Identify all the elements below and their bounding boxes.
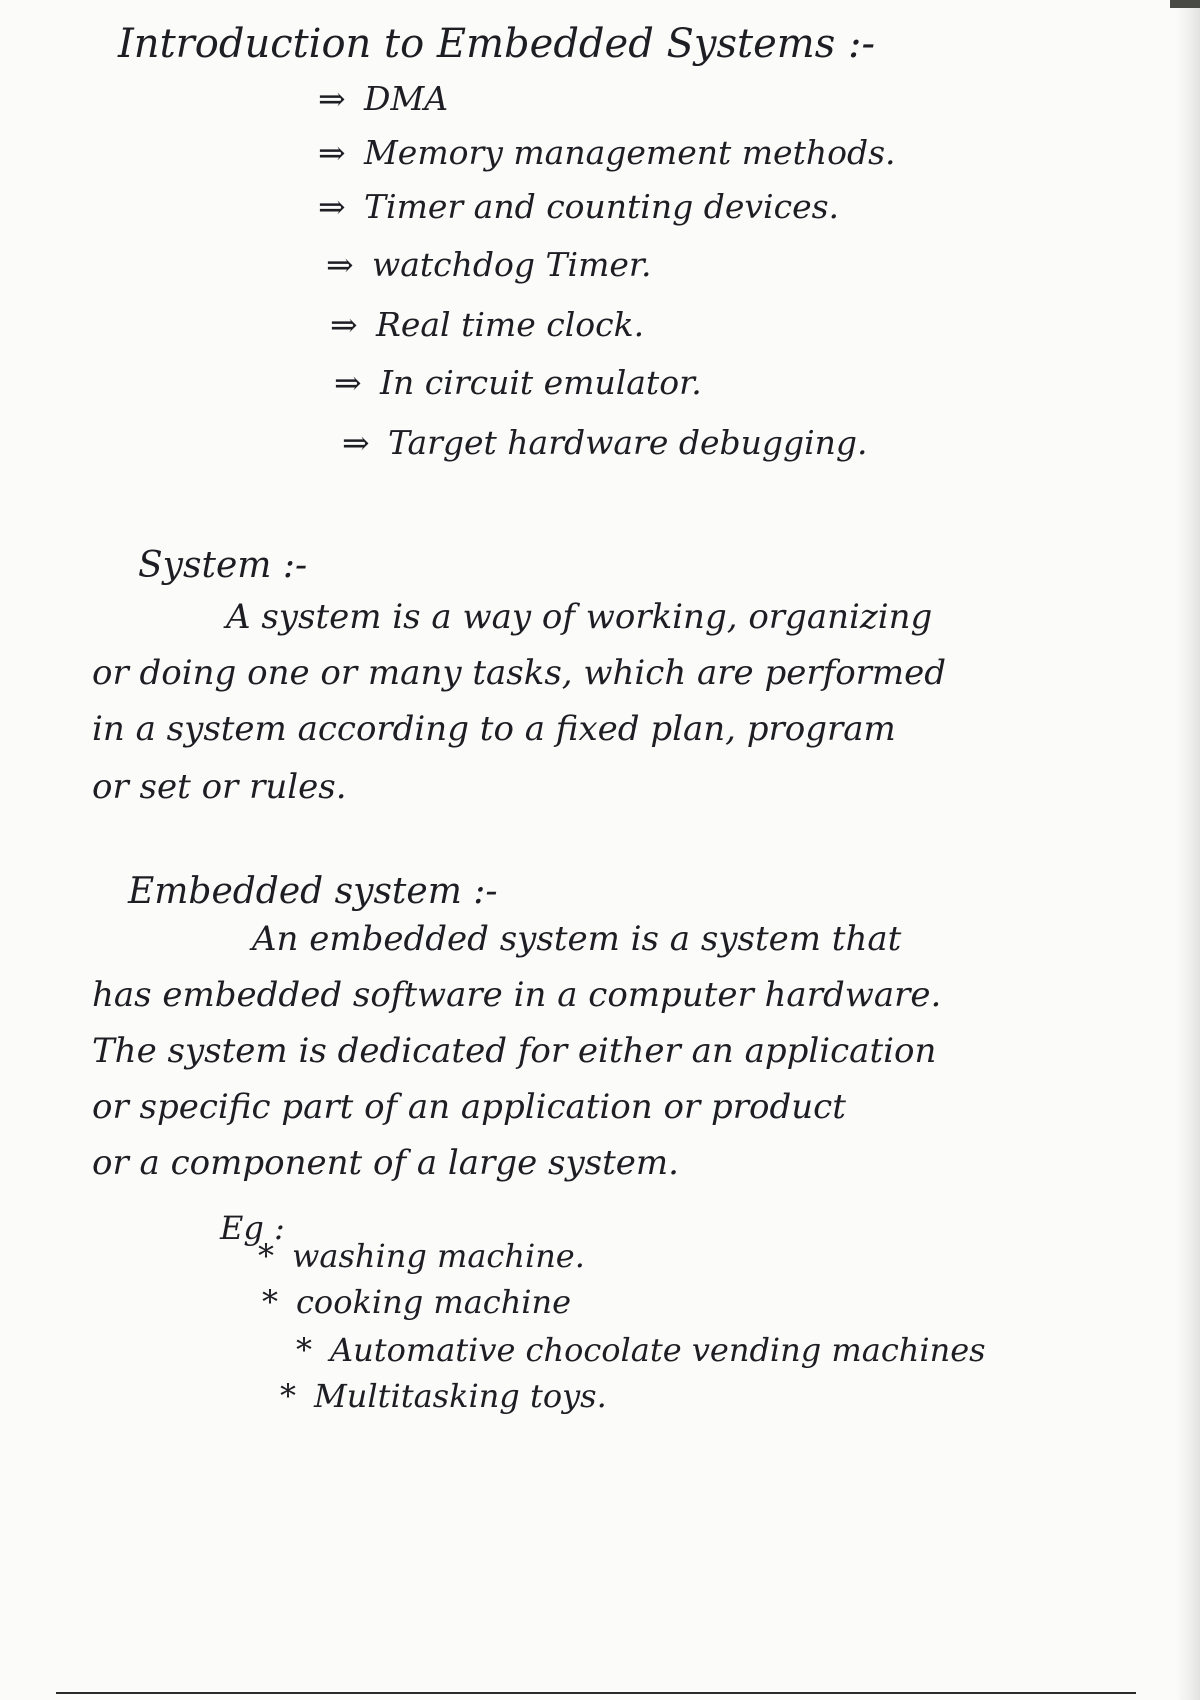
embedded-text-line: or a component of a large system. [92, 1143, 679, 1183]
example-item [262, 1283, 572, 1321]
asterisk-marker-icon: * [296, 1331, 312, 1369]
example-item [258, 1237, 585, 1275]
example-item-text: cooking machine [296, 1283, 572, 1321]
embedded-text-line: An embedded system is a system that [252, 919, 902, 959]
topic-item [318, 133, 896, 172]
topic-item-text: Timer and counting devices. [364, 187, 840, 226]
bottom-divider [56, 1692, 1136, 1694]
page-corner [1170, 0, 1200, 8]
arrow-marker-icon: ⇒ [318, 133, 346, 172]
arrow-marker-icon: ⇒ [318, 187, 346, 226]
page-edge-shadow [1176, 0, 1200, 1700]
topic-item-text: In circuit emulator. [380, 363, 702, 402]
arrow-marker-icon: ⇒ [318, 79, 346, 118]
asterisk-marker-icon: * [262, 1283, 278, 1321]
example-item-text: Multitasking toys. [314, 1377, 607, 1415]
topic-item-text: Target hardware debugging. [388, 423, 868, 462]
asterisk-marker-icon: * [258, 1237, 274, 1275]
system-heading: System :- [138, 545, 308, 586]
embedded-text-line: has embedded software in a computer hardware. [92, 975, 942, 1015]
page-title: Introduction to Embedded Systems :- [118, 21, 875, 67]
example-item-text: Automative chocolate vending machines [330, 1331, 986, 1369]
topic-item-text: DMA [364, 79, 449, 118]
asterisk-marker-icon: * [280, 1377, 296, 1415]
example-item [280, 1377, 607, 1415]
system-text-line: A system is a way of working, organizing [226, 597, 933, 637]
topic-item [334, 363, 702, 402]
arrow-marker-icon: ⇒ [326, 245, 354, 284]
embedded-heading: Embedded system :- [128, 871, 498, 912]
topic-item-text: Memory management methods. [364, 133, 896, 172]
examples-label: Eg : [220, 1209, 285, 1247]
embedded-text-line: The system is dedicated for either an application [92, 1031, 937, 1071]
system-text-line: or set or rules. [92, 767, 347, 807]
topic-item-text: watchdog Timer. [372, 245, 652, 284]
system-text-line: or doing one or many tasks, which are performed [92, 653, 947, 693]
system-text-line: in a system according to a fixed plan, program [92, 709, 896, 749]
topic-item [342, 423, 868, 462]
example-item-text: washing machine. [292, 1237, 585, 1275]
topic-item [318, 79, 449, 118]
arrow-marker-icon: ⇒ [330, 305, 358, 344]
topic-item [326, 245, 652, 284]
topic-item [318, 187, 840, 226]
example-item [296, 1331, 986, 1369]
embedded-text-line: or specific part of an application or product [92, 1087, 846, 1127]
topic-item-text: Real time clock. [376, 305, 645, 344]
arrow-marker-icon: ⇒ [342, 423, 370, 462]
arrow-marker-icon: ⇒ [334, 363, 362, 402]
topic-item [330, 305, 645, 344]
